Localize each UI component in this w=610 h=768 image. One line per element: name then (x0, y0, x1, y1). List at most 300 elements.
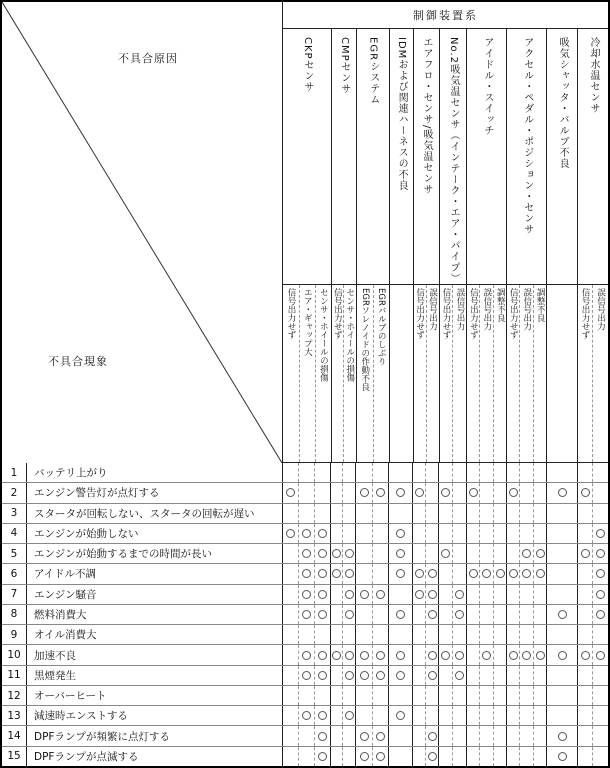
matrix-cell (533, 666, 546, 685)
matrix-cell (314, 706, 330, 725)
matrix-cell (519, 504, 533, 523)
matrix-cell (298, 463, 314, 482)
matrix-cell (466, 585, 479, 604)
applicability-circle-mark (396, 610, 405, 619)
applicability-circle-mark (302, 671, 311, 680)
matrix-cell (372, 524, 388, 543)
matrix-cell (519, 706, 533, 725)
row-number: 4 (2, 524, 27, 543)
applicability-circle-mark (376, 671, 385, 680)
matrix-cell (533, 544, 546, 563)
subcolumn-header (426, 285, 439, 462)
row-number: 13 (2, 706, 27, 725)
matrix-cell (372, 726, 388, 745)
matrix-cell (412, 463, 425, 482)
applicability-circle-mark (302, 529, 311, 538)
subcolumn-header (479, 285, 493, 462)
table-row (2, 504, 608, 524)
subcolumn-header (577, 285, 592, 462)
matrix-cell (412, 706, 425, 725)
matrix-cell (425, 726, 438, 745)
matrix-cell (282, 463, 298, 482)
applicability-circle-mark (536, 549, 545, 558)
matrix-cell (479, 726, 493, 745)
matrix-cell (425, 585, 438, 604)
applicability-circle-mark (345, 671, 354, 680)
applicability-circle-mark (596, 549, 605, 558)
applicability-circle-mark (302, 610, 311, 619)
matrix-cell (412, 544, 425, 563)
matrix-cell (546, 463, 577, 482)
matrix-cell (388, 625, 412, 644)
subcolumn-header (299, 285, 315, 462)
subcolumn-header-label: センサ・ホイールの損傷 (344, 288, 355, 382)
phenomenon-label: アイドル不調 (34, 568, 97, 581)
matrix-cell (577, 645, 592, 664)
applicability-circle-mark (558, 610, 567, 619)
row-number: 6 (2, 564, 27, 583)
matrix-cell (330, 706, 342, 725)
applicability-circle-mark (455, 651, 464, 660)
matrix-cell (546, 585, 577, 604)
matrix-cell (425, 564, 438, 583)
matrix-cell (493, 483, 506, 502)
system-group-header: 制御装置系 (283, 2, 608, 29)
matrix-cell (493, 585, 506, 604)
matrix-cell (372, 564, 388, 583)
matrix-cell (388, 686, 412, 705)
matrix-cell (519, 625, 533, 644)
row-number: 3 (2, 504, 27, 523)
matrix-cell (592, 564, 608, 583)
applicability-circle-mark (345, 610, 354, 619)
matrix-cell (388, 645, 412, 664)
matrix-cell (546, 747, 577, 766)
matrix-cell (282, 625, 298, 644)
applicability-circle-mark (318, 671, 327, 680)
applicability-circle-mark (376, 651, 385, 660)
phenomenon-label: 黒煙発生 (34, 669, 76, 682)
matrix-cell (466, 726, 479, 745)
matrix-cell (330, 726, 342, 745)
matrix-cell (412, 726, 425, 745)
applicability-circle-mark (318, 569, 327, 578)
matrix-cell (412, 504, 425, 523)
applicability-circle-mark (302, 651, 311, 660)
applicability-circle-mark (396, 569, 405, 578)
matrix-cell (519, 585, 533, 604)
applicability-circle-mark (558, 488, 567, 497)
matrix-cell (412, 666, 425, 685)
matrix-cell (533, 524, 546, 543)
matrix-cell (412, 585, 425, 604)
matrix-cell (425, 524, 438, 543)
matrix-cell (592, 706, 608, 725)
subcolumn-header-label: 信号出力せず (580, 288, 591, 339)
matrix-cell (372, 625, 388, 644)
matrix-cell (314, 605, 330, 624)
matrix-cell (314, 585, 330, 604)
applicability-circle-mark (509, 488, 518, 497)
matrix-cell (519, 544, 533, 563)
matrix-cell (493, 666, 506, 685)
applicability-circle-mark (455, 590, 464, 599)
matrix-cell (519, 645, 533, 664)
matrix-cell (479, 686, 493, 705)
table-row (2, 666, 608, 686)
matrix-cell (452, 686, 466, 705)
matrix-cell (355, 524, 372, 543)
matrix-cell (412, 524, 425, 543)
matrix-cell (479, 605, 493, 624)
matrix-cell (425, 463, 438, 482)
matrix-cell (519, 524, 533, 543)
applicability-circle-mark (360, 732, 369, 741)
matrix-cell (452, 463, 466, 482)
header-area (2, 2, 608, 463)
subcolumn-header-label: 誤信号出力 (521, 288, 532, 331)
matrix-cell (546, 726, 577, 745)
matrix-cell (452, 605, 466, 624)
matrix-cell (372, 706, 388, 725)
matrix-cell (425, 706, 438, 725)
matrix-cell (425, 666, 438, 685)
matrix-cell (546, 483, 577, 502)
matrix-cell (355, 747, 372, 766)
matrix-cell (282, 747, 298, 766)
matrix-cell (438, 585, 452, 604)
matrix-cell (592, 666, 608, 685)
matrix-cell (282, 544, 298, 563)
matrix-cell (298, 625, 314, 644)
phenomenon-label: バッテリ上がり (34, 467, 108, 480)
matrix-cell (466, 483, 479, 502)
matrix-cell (452, 706, 466, 725)
matrix-cell (342, 483, 355, 502)
matrix-cell (577, 686, 592, 705)
matrix-cell (372, 605, 388, 624)
applicability-circle-mark (428, 752, 437, 761)
matrix-cell (342, 625, 355, 644)
subcolumn-header-label: 信号出力せず (414, 288, 425, 339)
matrix-cell (438, 564, 452, 583)
table-row (2, 564, 608, 584)
matrix-cell (388, 747, 412, 766)
table-row (2, 686, 608, 706)
applicability-circle-mark (345, 651, 354, 660)
matrix-cell (412, 483, 425, 502)
subcolumn-header-label: EGRソレノイドの作動不良 (359, 288, 370, 391)
matrix-cell (506, 504, 519, 523)
phenomenon-label: エンジンが始動しない (34, 527, 139, 540)
subcolumn-header-label: 信号出力せず (508, 288, 519, 339)
applicability-circle-mark (286, 529, 295, 538)
subcolumn-header (283, 285, 299, 462)
matrix-cell (466, 524, 479, 543)
applicability-circle-mark (441, 651, 450, 660)
matrix-cell (506, 544, 519, 563)
row-number: 7 (2, 585, 27, 604)
matrix-cell (342, 463, 355, 482)
matrix-cell (372, 585, 388, 604)
matrix-cell (282, 706, 298, 725)
matrix-cell (506, 483, 519, 502)
matrix-cell (425, 544, 438, 563)
matrix-cell (298, 544, 314, 563)
matrix-cell (342, 726, 355, 745)
matrix-cell (438, 483, 452, 502)
matrix-cell (298, 666, 314, 685)
table-row (2, 645, 608, 665)
applicability-circle-mark (302, 711, 311, 720)
matrix-cell (546, 605, 577, 624)
matrix-cell (466, 463, 479, 482)
applicability-circle-mark (318, 549, 327, 558)
matrix-cell (479, 504, 493, 523)
matrix-cell (412, 564, 425, 583)
applicability-circle-mark (376, 488, 385, 497)
matrix-cell (479, 524, 493, 543)
applicability-circle-mark (558, 732, 567, 741)
applicability-circle-mark (509, 569, 518, 578)
applicability-circle-mark (360, 671, 369, 680)
matrix-cell (330, 564, 342, 583)
matrix-cell (519, 564, 533, 583)
matrix-cell (519, 747, 533, 766)
matrix-cell (466, 504, 479, 523)
applicability-circle-mark (360, 752, 369, 761)
matrix-cell (372, 463, 388, 482)
applicability-circle-mark (318, 732, 327, 741)
matrix-cell (355, 483, 372, 502)
matrix-cell (546, 686, 577, 705)
matrix-cell (493, 645, 506, 664)
matrix-cell (314, 544, 330, 563)
row-number: 12 (2, 686, 27, 705)
applicability-circle-mark (596, 590, 605, 599)
matrix-cell (412, 686, 425, 705)
matrix-cell (466, 686, 479, 705)
subcolumn-header-label: 調整不良 (495, 288, 506, 322)
matrix-cell (466, 666, 479, 685)
matrix-cell (479, 544, 493, 563)
matrix-cell (282, 645, 298, 664)
matrix-cell (577, 585, 592, 604)
table-row (2, 585, 608, 605)
matrix-cell (506, 605, 519, 624)
matrix-cell (466, 645, 479, 664)
applicability-circle-mark (536, 569, 545, 578)
matrix-cell (546, 645, 577, 664)
matrix-cell (466, 564, 479, 583)
matrix-cell (388, 483, 412, 502)
matrix-cell (355, 585, 372, 604)
matrix-cell (412, 625, 425, 644)
matrix-cell (372, 544, 388, 563)
matrix-cell (314, 747, 330, 766)
phenomenon-label: 減速時エンストする (34, 710, 128, 723)
matrix-cell (330, 483, 342, 502)
matrix-cell (592, 605, 608, 624)
matrix-cell (533, 625, 546, 644)
matrix-cell (506, 747, 519, 766)
subcolumn-header (413, 285, 426, 462)
applicability-circle-mark (345, 711, 354, 720)
applicability-circle-mark (428, 671, 437, 680)
matrix-cell (298, 585, 314, 604)
matrix-cell (372, 645, 388, 664)
column-header (577, 29, 608, 284)
matrix-cell (592, 585, 608, 604)
matrix-cell (452, 645, 466, 664)
matrix-cell (452, 544, 466, 563)
matrix-cell (330, 605, 342, 624)
matrix-cell (314, 726, 330, 745)
applicability-circle-mark (318, 610, 327, 619)
matrix-cell (506, 463, 519, 482)
phenomenon-label: エンジン警告灯が点灯する (34, 487, 160, 500)
matrix-cell (438, 524, 452, 543)
matrix-cell (466, 747, 479, 766)
matrix-cell (438, 747, 452, 766)
matrix-cell (388, 706, 412, 725)
cause-header-block (282, 2, 608, 463)
matrix-cell (592, 747, 608, 766)
matrix-cell (577, 524, 592, 543)
matrix-cell (438, 625, 452, 644)
matrix-cell (342, 747, 355, 766)
matrix-cell (314, 463, 330, 482)
subcolumn-header (519, 285, 533, 462)
cause-axis-label: 不具合原因 (118, 52, 178, 65)
applicability-circle-mark (396, 529, 405, 538)
column-header-label: アクセル・ペダル・ポジション・センサ (521, 37, 533, 235)
matrix-cell (533, 564, 546, 583)
matrix-cell (592, 726, 608, 745)
applicability-circle-mark (286, 488, 295, 497)
matrix-cell (355, 686, 372, 705)
row-number: 9 (2, 625, 27, 644)
matrix-cell (533, 585, 546, 604)
applicability-circle-mark (415, 590, 424, 599)
matrix-cell (479, 666, 493, 685)
matrix-cell (438, 706, 452, 725)
matrix-cell (506, 625, 519, 644)
applicability-circle-mark (558, 651, 567, 660)
subcolumn-header-label: 調整不良 (535, 288, 546, 322)
matrix-cell (355, 706, 372, 725)
matrix-cell (388, 564, 412, 583)
matrix-cell (577, 706, 592, 725)
column-header-label: アイドル・スイッチ (481, 37, 493, 136)
matrix-cell (546, 706, 577, 725)
matrix-cell (342, 666, 355, 685)
matrix-cell (372, 686, 388, 705)
matrix-cell (493, 747, 506, 766)
applicability-circle-mark (596, 610, 605, 619)
matrix-cell (452, 666, 466, 685)
table-row (2, 625, 608, 645)
matrix-cell (330, 686, 342, 705)
matrix-cell (479, 564, 493, 583)
matrix-cell (355, 463, 372, 482)
matrix-cell (519, 666, 533, 685)
matrix-cell (533, 483, 546, 502)
column-header (356, 29, 389, 284)
matrix-cell (533, 726, 546, 745)
matrix-cell (298, 524, 314, 543)
matrix-cell (425, 747, 438, 766)
matrix-cell (506, 564, 519, 583)
subcolumn-header-label: EGRバルブのしぶり (376, 288, 387, 366)
matrix-cell (592, 463, 608, 482)
applicability-circle-mark (455, 610, 464, 619)
matrix-cell (412, 645, 425, 664)
applicability-circle-mark (428, 732, 437, 741)
matrix-cell (282, 483, 298, 502)
matrix-cell (466, 706, 479, 725)
applicability-circle-mark (396, 711, 405, 720)
matrix-cell (412, 605, 425, 624)
subcolumn-header-label: センサ・ホイールの損傷 (318, 288, 329, 382)
subcolumn-header (506, 285, 519, 462)
applicability-circle-mark (482, 651, 491, 660)
subcolumn-header-label: エア・ギャップ大 (302, 288, 313, 356)
subcolumn-header (331, 285, 343, 462)
column-header-label: 吸気シャッタ・バルブ不良 (557, 37, 569, 169)
subcolumn-header (546, 285, 577, 462)
applicability-circle-mark (441, 488, 450, 497)
applicability-circle-mark (596, 529, 605, 538)
column-header-label: CKPセンサ (301, 37, 313, 93)
matrix-cell (479, 585, 493, 604)
subcolumn-header-label: 信号出力せず (332, 288, 343, 339)
matrix-cell (533, 645, 546, 664)
row-number: 10 (2, 645, 27, 664)
matrix-cell (506, 706, 519, 725)
subcolumn-header (343, 285, 356, 462)
matrix-cell (493, 564, 506, 583)
matrix-cell (342, 524, 355, 543)
matrix-cell (438, 463, 452, 482)
matrix-cell (314, 524, 330, 543)
matrix-cell (298, 686, 314, 705)
matrix-cell (342, 645, 355, 664)
matrix-cell (298, 483, 314, 502)
matrix-cell (355, 625, 372, 644)
subcolumn-header (533, 285, 546, 462)
matrix-cell (577, 564, 592, 583)
matrix-cell (342, 605, 355, 624)
matrix-cell (519, 726, 533, 745)
matrix-cell (479, 483, 493, 502)
matrix-cell (519, 605, 533, 624)
column-header (439, 29, 467, 284)
row-number: 11 (2, 666, 27, 685)
matrix-cell (577, 726, 592, 745)
corner-cell (2, 2, 282, 463)
matrix-cell (546, 625, 577, 644)
matrix-cell (519, 463, 533, 482)
table-row (2, 463, 608, 483)
matrix-cell (330, 747, 342, 766)
applicability-circle-mark (428, 569, 437, 578)
matrix-cell (388, 544, 412, 563)
matrix-cell (438, 504, 452, 523)
phenomenon-label: オーバーヒート (34, 690, 107, 703)
applicability-circle-mark (396, 549, 405, 558)
applicability-circle-mark (376, 590, 385, 599)
